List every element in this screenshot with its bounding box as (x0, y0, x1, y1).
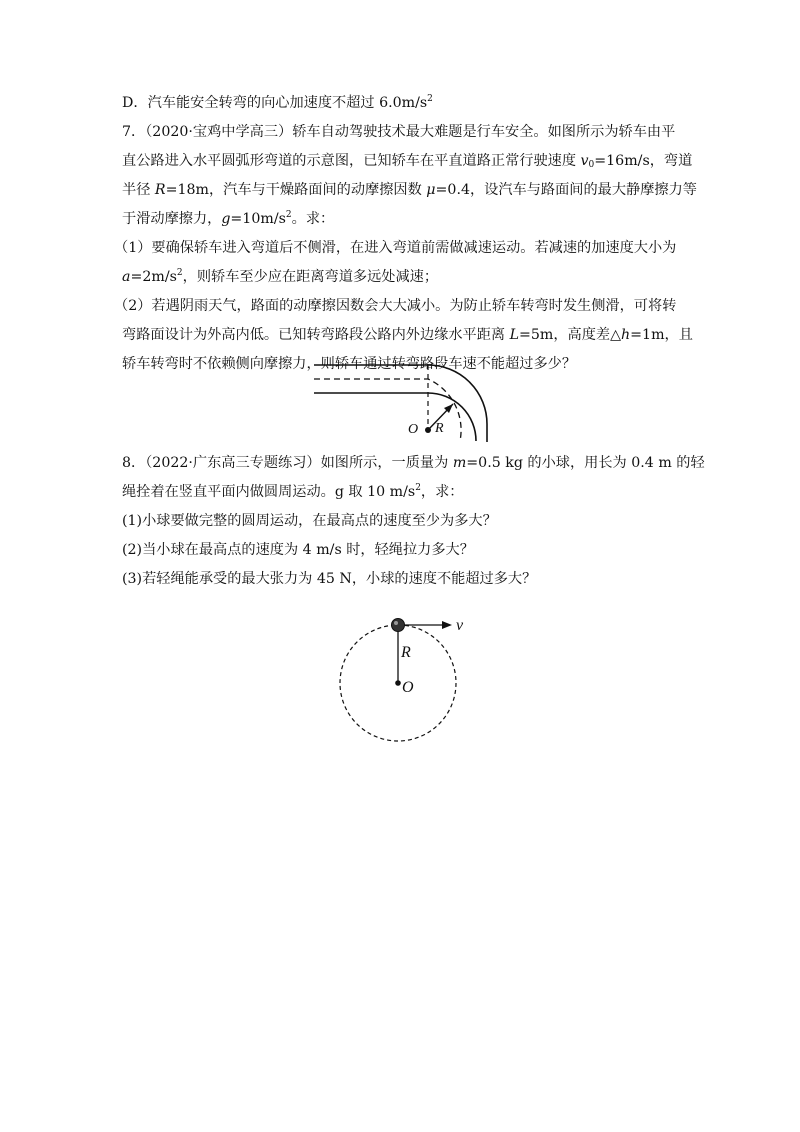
figure-label-v: v (456, 617, 464, 634)
q7-part1-line-2: $a=2m/s^2$，则轿车至少应在距离弯道多远处减速； (122, 268, 439, 285)
ball (392, 619, 405, 632)
q8-sub-1: (1)小球要做完整的圆周运动，在最高点的速度至少为多大？ (122, 513, 497, 529)
q8-sub-3: (3)若轻绳能承受的最大张力为 45 N，小球的速度不能超过多大？ (122, 571, 537, 587)
figure-label-r: R (401, 644, 411, 661)
circle-center-point (395, 680, 401, 686)
q7-line-4: 于滑动摩擦力，$g=10m/s^2$。求： (122, 210, 335, 227)
q7-part1-line-1: （1）要确保轿车进入弯道后不侧滑，在进入弯道前需做减速运动。若减速的加速度大小为 (114, 240, 677, 256)
q7-part2-line-3: 轿车转弯时不依赖侧向摩擦力，则轿车通过转弯路段车速不能超过多少？ (122, 356, 577, 372)
q7-line-2: 直公路进入水平圆弧形弯道的示意图，已知轿车在平直道路正常行驶速度 $v_0=16m/s$，弯道 (122, 153, 693, 170)
ball-highlight (394, 621, 398, 625)
q8-line-1: 8．（2022·广东高三专题练习）如图所示，一质量为 m=0.5 kg 的小球，用长为 0.4 m 的轻 (122, 455, 705, 471)
figure-label-r: R (435, 421, 444, 436)
road-inner-edge (314, 393, 476, 441)
figure-label-o: O (408, 422, 419, 437)
q7-curve-road-figure (310, 362, 495, 442)
q7-line-3: 半径 R=18m，汽车与干燥路面间的动摩擦因数 μ=0.4，设汽车与路面间的最大静摩擦力等 (122, 182, 697, 198)
option-d: D．汽车能安全转弯的向心加速度不超过 $6.0m/s^2$ (122, 94, 433, 111)
q8-circle-figure (330, 610, 480, 750)
velocity-arrowhead (442, 621, 452, 629)
center-point (425, 427, 431, 433)
q7-part2-line-1: （2）若遇阴雨天气，路面的动摩擦因数会大大减小。为防止轿车转弯时发生侧滑，可将转 (114, 298, 677, 314)
q7-line-1: 7．（2020·宝鸡中学高三）轿车自动驾驶技术最大难题是行车安全。如图所示为轿车由平 (122, 124, 676, 140)
road-outer-edge (314, 365, 487, 442)
q7-part2-line-2: 弯路面设计为外高内低。已知转弯路段公路内外边缘水平距离 L=5m，高度差△h=1m，且 (122, 327, 693, 343)
q8-line-2: 绳拴着在竖直平面内做圆周运动。g 取 10 $m/s^2$，求： (122, 483, 464, 500)
figure-label-o: O (402, 679, 414, 696)
q8-sub-2: (2)当小球在最高点的速度为 4 m/s 时，轻绳拉力多大？ (122, 542, 474, 558)
